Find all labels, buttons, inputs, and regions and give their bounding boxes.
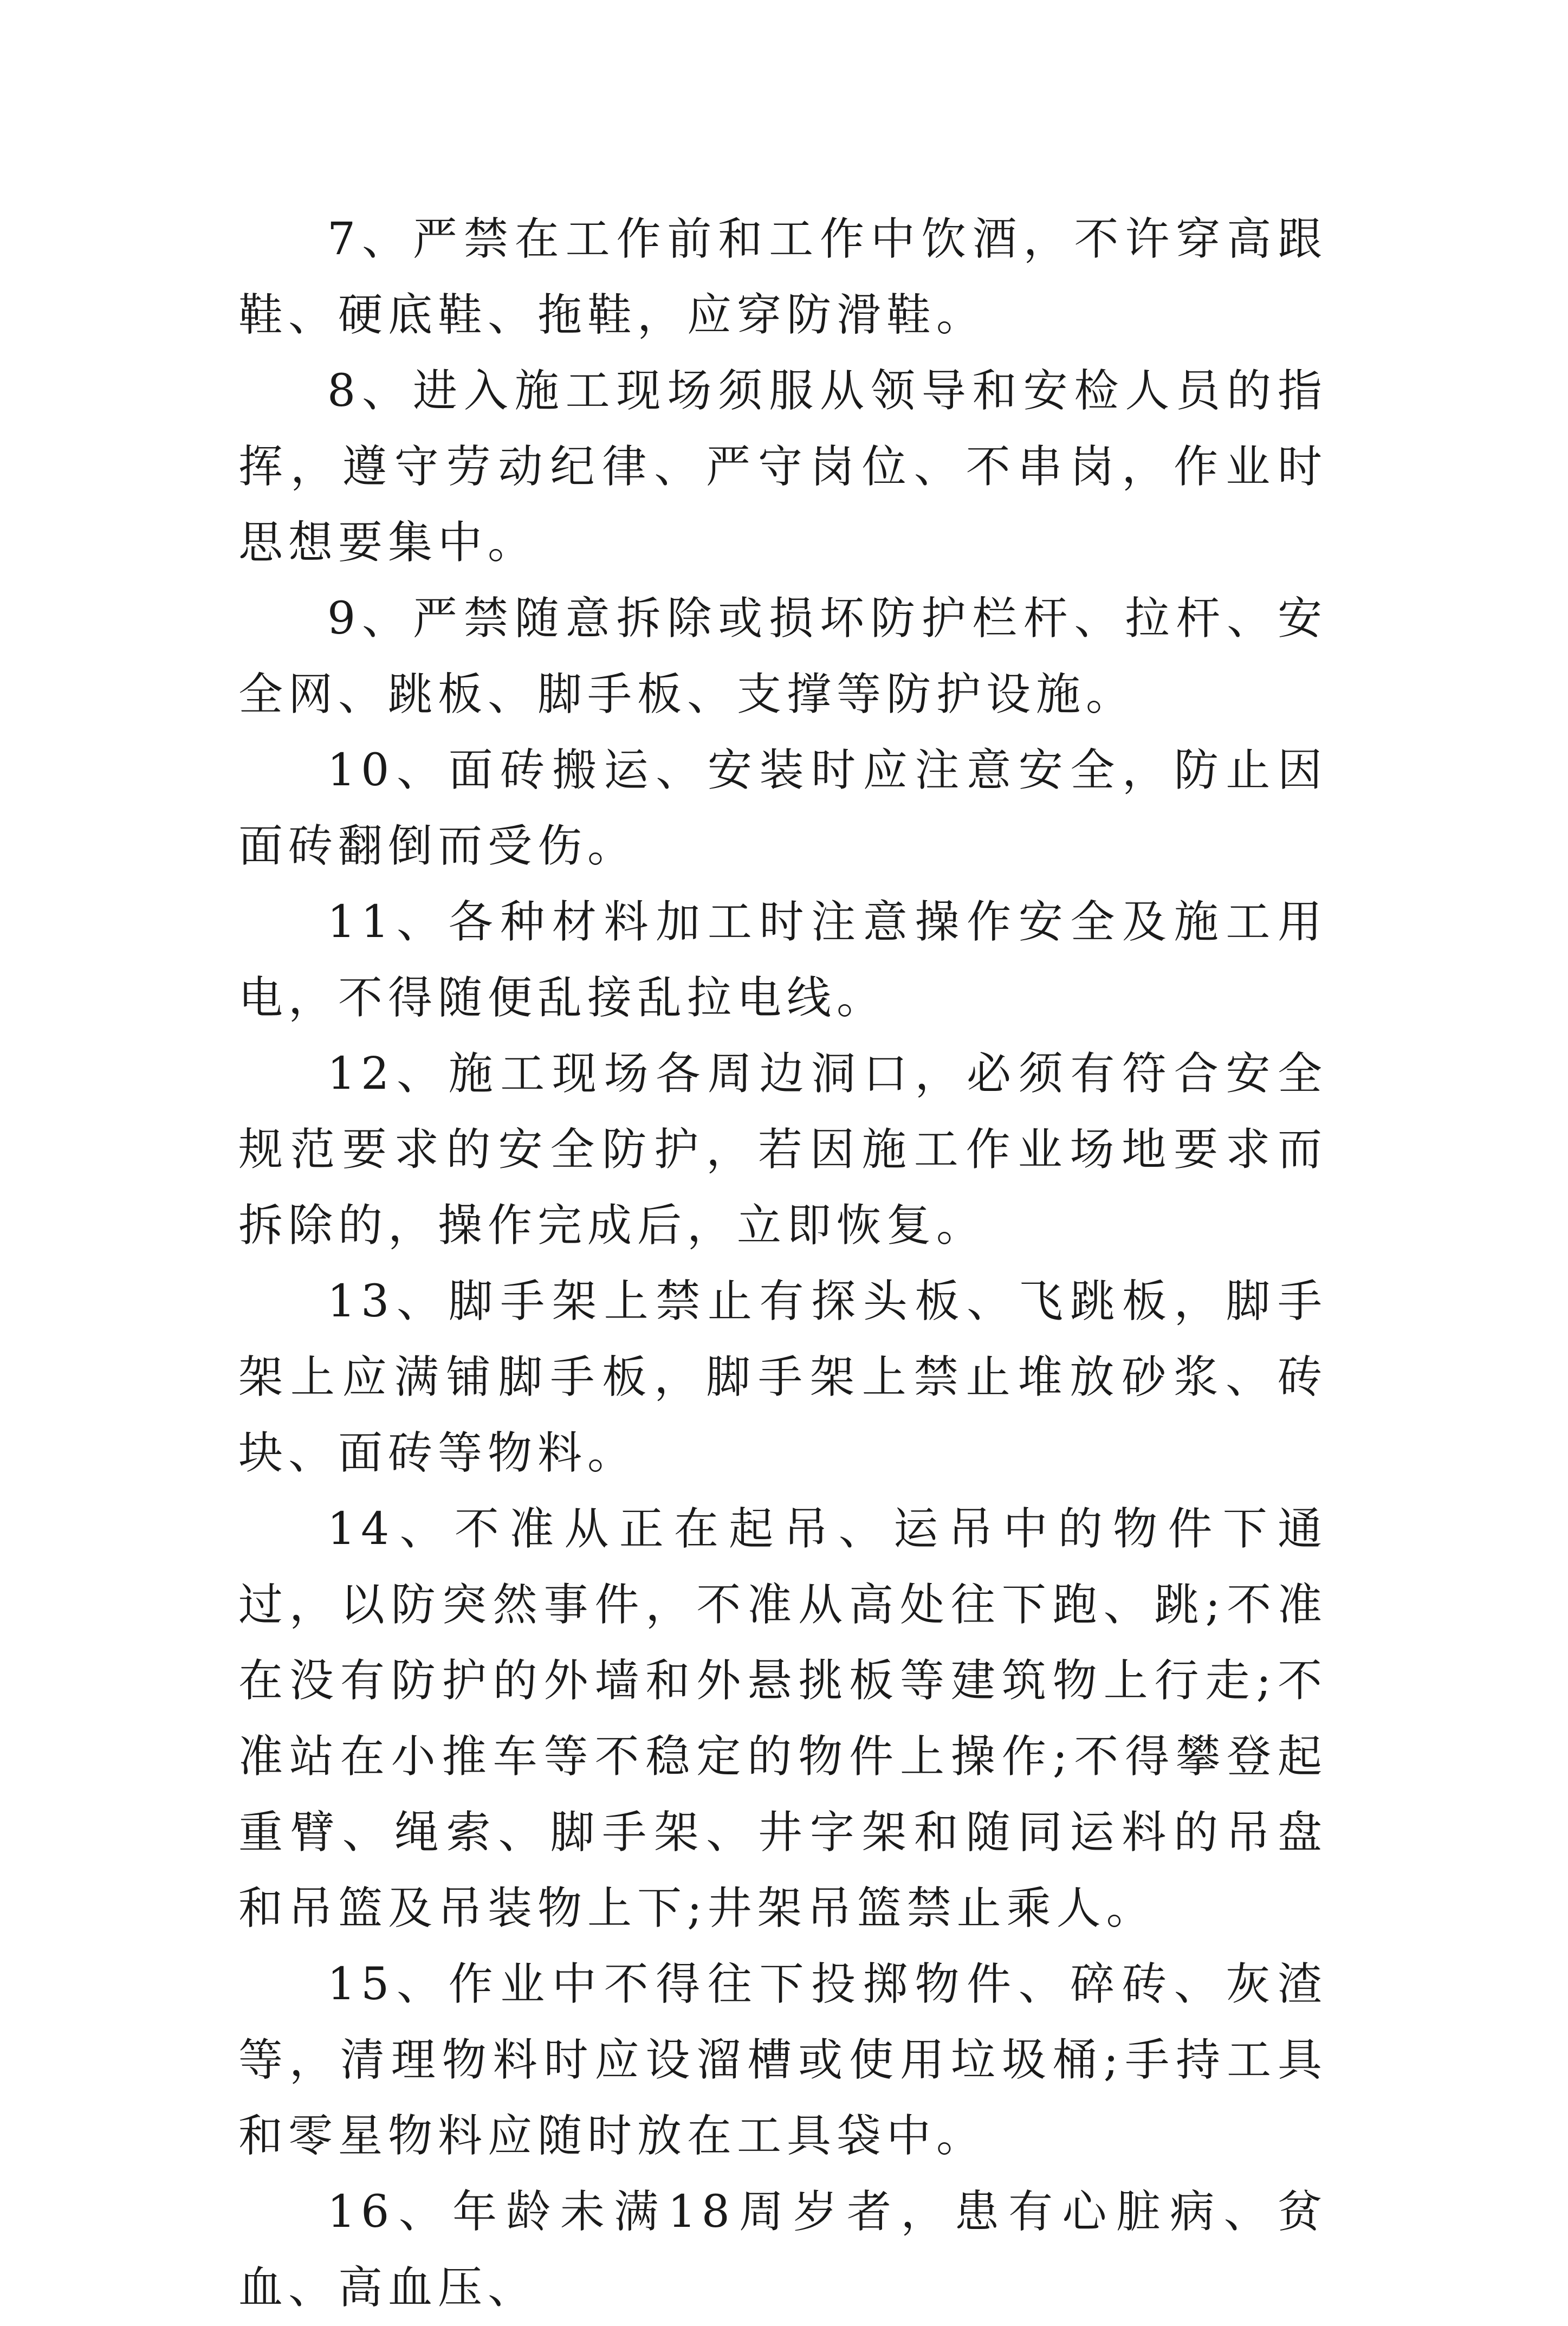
paragraph-rule-14: 14、不准从正在起吊、运吊中的物件下通过，以防突然事件，不准从高处往下跑、跳;不准在没有防护的外墙和外悬挑板等建筑物上行走;不准站在小推车等不稳定的物件上操作;不得攀登起重臂、绳索、脚手架、井字架和随同运料的吊盘和吊篮及吊装物上下;井架吊篮禁止乘人。 bbox=[238, 1503, 1327, 1934]
document-body bbox=[238, 202, 1327, 2326]
paragraph-rule-9: 9、严禁随意拆除或损坏防护栏杆、拉杆、安全网、跳板、脚手板、支撑等防护设施。 bbox=[238, 593, 1327, 720]
paragraph-rule-16: 16、年龄未满18周岁者，患有心脏病、贫血、高血压、 bbox=[238, 2186, 1327, 2314]
paragraph-rule-11: 11、各种材料加工时注意操作安全及施工用电，不得随便乱接乱拉电线。 bbox=[238, 896, 1327, 1024]
paragraph-rule-15: 15、作业中不得往下投掷物件、碎砖、灰渣等，清理物料时应设溜槽或使用垃圾桶;手持工具和零星物料应随时放在工具袋中。 bbox=[238, 1959, 1327, 2162]
paragraph-rule-7: 7、严禁在工作前和工作中饮酒，不许穿高跟鞋、硬底鞋、拖鞋，应穿防滑鞋。 bbox=[238, 214, 1327, 341]
paragraph-rule-13: 13、脚手架上禁止有探头板、飞跳板，脚手架上应满铺脚手板，脚手架上禁止堆放砂浆、砖块、面砖等物料。 bbox=[238, 1276, 1327, 1479]
paragraph-rule-8: 8、进入施工现场须服从领导和安检人员的指挥，遵守劳动纪律、严守岗位、不串岗，作业时思想要集中。 bbox=[238, 365, 1327, 568]
paragraph-rule-10: 10、面砖搬运、安装时应注意安全，防止因面砖翻倒而受伤。 bbox=[238, 745, 1327, 872]
paragraph-rule-12: 12、施工现场各周边洞口，必须有符合安全规范要求的安全防护，若因施工作业场地要求而拆除的，操作完成后，立即恢复。 bbox=[238, 1048, 1327, 1251]
